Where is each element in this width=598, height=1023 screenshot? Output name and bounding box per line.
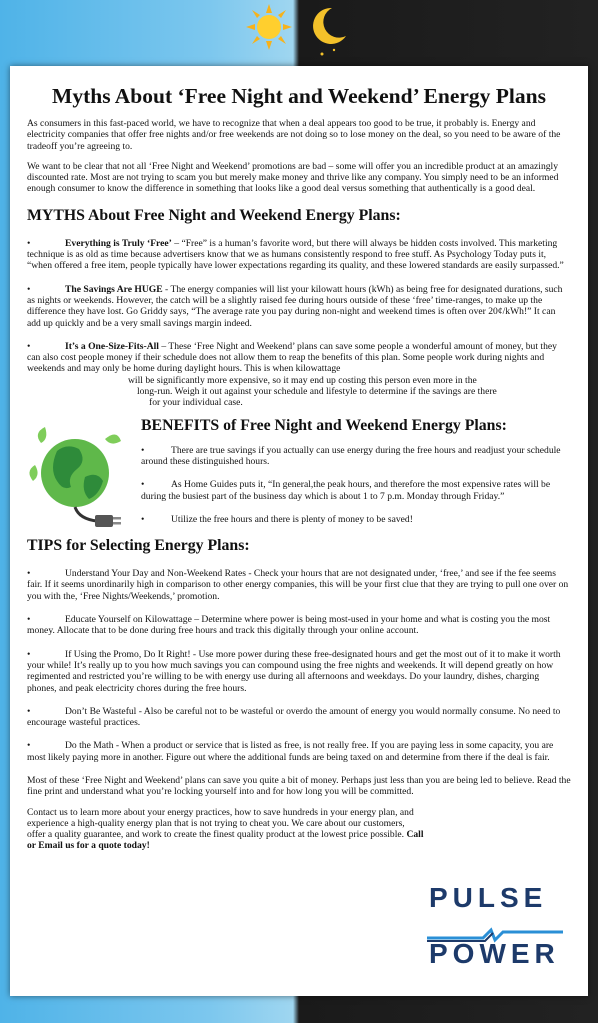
sun-icon [246,4,292,50]
page-title: Myths About ‘Free Night and Weekend’ Energy Plans [52,84,546,108]
intro-paragraph: We want to be clear that not all ‘Free Night and Weekend’ promotions are bad – some will offer you an incredible product at an amazingly discounted rate. Most are not trying to scam you but merely make money and thrive like any company. You simply need to be an informed enough consumer to know the difference in something that looks like a good deal versus something that authentically is a good deal. [27,160,559,195]
intro-paragraph: As consumers in this fast-paced world, we have to recognize that when a deal appears too good to be true, it probably is. Energy and electricity companies that offer free nights and/or free weekends are not doing so to lose money on the deal, so you need to be aware of the tradeoff you’re agreeing to. [27,118,561,152]
benefit-item: • As Home Guides puts it, “In general,the peak hours, and therefore the most expensive rates will be during the busiest part of the business day which is about 1 to 7 p.m. Monday through Friday.” [141,479,551,502]
benefit-item: • Utilize the free hours and there is plenty of money to be saved! [141,513,413,525]
tip-item: • Do the Math - When a product or service that is listed as free, is not really free. If you are paying less in some capacity, you are most likely paying more in another. Figure out where the additional funds are being taxed on and determine from there if the deal is fair. [27,740,554,763]
closing-paragraph: Most of these ‘Free Night and Weekend’ plans can save you quite a bit of money. Perhaps just less than you are being led to believe. Read the fine print and understand what you’re locking yourself into and for how long you will be committed. [27,774,571,798]
logo-top-text: PULSE [429,882,548,913]
closing-paragraph: Contact us to learn more about your energy practices, how to save hundreds in your energy plan, and experience a high-quality energy plan that is not trying to cheat you. We care about our customers, offer a quality guarantee, and work to create the finest quality product at the lowest price possible. Call or Email us for a quote today! [27,806,424,852]
logo-bottom-text: POWER [429,938,560,969]
myths-heading: MYTHS About Free Night and Weekend Energy Plans: [27,206,401,224]
tip-item: • Educate Yourself on Kilowattage – Determine where power is being most-used in your home and what is costing you the most money. Allocate that to be done during free hours and track this digitally through your online account. [27,614,551,637]
benefit-item: • There are true savings if you actually can use energy during the free hours and readjust your schedule around these distinguished hours. [141,444,561,467]
pulse-power-logo [425,882,565,982]
moon-icon [304,4,350,60]
article-document [10,66,588,996]
eco-globe-plug-icon [27,421,127,541]
tip-item: • Understand Your Day and Non-Weekend Rates - Check your hours that are not designated under, ‘free,’ and see if the fee seems fair. If it seems unordinarily high in comparison to other energy companies, this will be your first clue that they are trying to pull one over on you with the, ‘Free Nights/Weekends,’ promotion. [27,568,569,602]
myth-continuation: long-run. Weigh it out against your schedule and lifestyle to determine if the savings are there [137,386,497,398]
myth-continuation: will be significantly more expensive, so it may end up costing this person even more in the [128,374,477,386]
benefits-heading: BENEFITS of Free Night and Weekend Energy Plans: [141,416,507,434]
call-to-action: Call or Email us for a quote today! [27,829,424,852]
tip-item: • If Using the Promo, Do It Right! - Use more power during these free-designated hours and get the most out of it to make it worth your while! It’s really up to you how much savings you can compound using the free nights and weekends. It will depend greatly on how regimented and restricted you’re willing to be with energy use during all afternoons and weekdays. Do your laundry, dishes, charging phones, and peak electricity chores during the free hours. [27,648,561,694]
myth-continuation: for your individual case. [149,397,243,409]
myth-item: • The Savings Are HUGE - The energy companies will list your kilowatt hours (kWh) as being free for designated durations, such as nights or weekends. However, the catch will be a slightly raised fee during hours outside of these ‘free’ time-ranges, to make up the difference they have lost. Go Griddy says, “The average rate you pay during non-night and weekend times is often over 20¢/kWh!” It can add up quickly and be a very small savings margin indeed. [27,283,563,329]
tips-heading: TIPS for Selecting Energy Plans: [27,537,250,555]
myth-item: • Everything is Truly ‘Free’ – “Free” is a human’s favorite word, but there will always be hidden costs involved. This marketing technique is as old as time because advertisers know that we as humans consistently respond to free stuff. As Psychology Today puts it, “when offered a free item, people typically have lower expectations regarding its quality, and these lowered standards are easily surpassed.” [27,237,564,272]
tip-item: • Don’t Be Wasteful - Also be careful not to be wasteful or overdo the amount of energy you would normally consume. No need to encourage wasteful practices. [27,705,561,729]
benefits-section [27,417,571,525]
myth-item: • It’s a One-Size-Fits-All – These ‘Free Night and Weekend’ plans can save some people a wonderful amount of money, but they can also cost people money if their schedule does not allow them to reap the benefits of this plan. Some people work during nights and weekends and may only be home during daylight hours. This is when kilowattage [27,340,557,375]
